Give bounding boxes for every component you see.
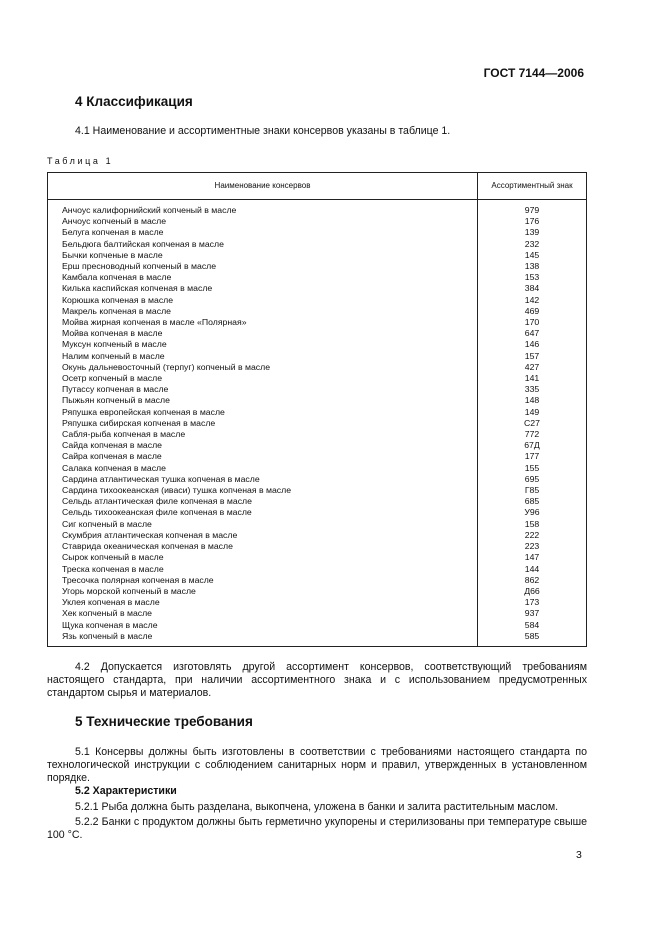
assortment-code-cell: 177 (478, 451, 587, 462)
table-row (48, 631, 587, 647)
product-name-cell: Скумбрия атлантическая копченая в масле (48, 530, 478, 541)
table-row (48, 239, 587, 250)
product-name-cell: Сельдь тихоокеанская филе копченая в масле (48, 507, 478, 518)
product-name-cell: Килька каспийская копченая в масле (48, 283, 478, 294)
table-row (48, 564, 587, 575)
product-name-cell: Налим копченый в масле (48, 351, 478, 362)
product-name-cell: Сабля-рыба копченая в масле (48, 429, 478, 440)
assortment-code-cell: 223 (478, 541, 587, 552)
table-row (48, 597, 587, 608)
table-row (48, 351, 587, 362)
assortment-code-cell: 139 (478, 227, 587, 238)
table-row (48, 519, 587, 530)
document-code: ГОСТ 7144—2006 (483, 66, 584, 80)
assortment-code-cell: У96 (478, 507, 587, 518)
product-name-cell: Ряпушка сибирская копченая в масле (48, 418, 478, 429)
product-name-cell: Мойва копченая в масле (48, 328, 478, 339)
product-name-cell: Анчоус копченый в масле (48, 216, 478, 227)
product-name-cell: Сиг копченый в масле (48, 519, 478, 530)
assortment-code-cell: 427 (478, 362, 587, 373)
assortment-code-cell: 335 (478, 384, 587, 395)
product-name-cell: Макрель копченая в масле (48, 306, 478, 317)
subsection-5-2-title: 5.2 Характеристики (75, 785, 177, 797)
product-name-cell: Сайда копченая в масле (48, 440, 478, 451)
table-row (48, 608, 587, 619)
product-name-cell: Треска копченая в масле (48, 564, 478, 575)
assortment-code-cell: С27 (478, 418, 587, 429)
table-row (48, 200, 587, 217)
assortment-code-cell: 141 (478, 373, 587, 384)
product-name-cell: Осетр копченый в масле (48, 373, 478, 384)
product-name-cell: Уклея копченая в масле (48, 597, 478, 608)
table-row (48, 250, 587, 261)
assortment-code-cell: 469 (478, 306, 587, 317)
assortment-code-cell: 170 (478, 317, 587, 328)
table-row (48, 339, 587, 350)
paragraph-5-1: 5.1 Консервы должны быть изготовлены в соответствии с требованиями настоящего стандарта по технологической инструкции с соблюдением санитарных норм и правил, утвержденных в установленном порядке. (47, 746, 587, 784)
assortment-code-cell: 979 (478, 200, 587, 217)
product-name-cell: Щука копченая в масле (48, 620, 478, 631)
product-name-cell: Сельдь атлантическая филе копченая в масле (48, 496, 478, 507)
section-5-title: 5 Технические требования (75, 714, 253, 729)
product-name-cell: Ерш пресноводный копченый в масле (48, 261, 478, 272)
product-name-cell: Анчоус калифорнийский копченый в масле (48, 200, 478, 217)
table-row (48, 541, 587, 552)
table-row (48, 440, 587, 451)
table-row (48, 474, 587, 485)
assortment-code-cell: 144 (478, 564, 587, 575)
product-name-cell: Хек копченый в масле (48, 608, 478, 619)
table-row (48, 418, 587, 429)
assortment-code-cell: 384 (478, 283, 587, 294)
assortment-code-cell: 146 (478, 339, 587, 350)
table-row (48, 261, 587, 272)
assortment-code-cell: 176 (478, 216, 587, 227)
assortment-code-cell: 695 (478, 474, 587, 485)
paragraph-4-1: 4.1 Наименование и ассортиментные знаки консервов указаны в таблице 1. (75, 125, 451, 137)
paragraph-5-2-2: 5.2.2 Банки с продуктом должны быть герметично укупорены и стерилизованы при температуре свыше 100 °С. (47, 816, 587, 841)
column-header-code: Ассортиментный знак (478, 173, 587, 200)
table-row (48, 530, 587, 541)
assortment-code-cell: 147 (478, 552, 587, 563)
assortment-code-cell: 685 (478, 496, 587, 507)
product-name-cell: Путассу копченая в масле (48, 384, 478, 395)
paragraph-5-2-1: 5.2.1 Рыба должна быть разделана, выкопчена, уложена в банки и залита растительным маслом. (75, 801, 559, 813)
product-name-cell: Сардина тихоокеанская (иваси) тушка копченая в масле (48, 485, 478, 496)
table-body (48, 200, 587, 647)
table-row (48, 395, 587, 406)
assortment-code-cell: 772 (478, 429, 587, 440)
table-caption: Таблица 1 (47, 156, 114, 166)
table-row (48, 272, 587, 283)
table-row (48, 306, 587, 317)
table-row (48, 216, 587, 227)
table-row (48, 429, 587, 440)
page-number: 3 (576, 849, 582, 861)
product-name-cell: Тресочка полярная копченая в масле (48, 575, 478, 586)
assortment-code-cell: 155 (478, 463, 587, 474)
paragraph-4-2: 4.2 Допускается изготовлять другой ассортимент консервов, соответствующий требованиям настоящего стандарта, при наличии ассортиментного знака и с использованием предусмотренных стандартом сырья и материалов. (47, 661, 587, 699)
product-name-cell: Пыжьян копченый в масле (48, 395, 478, 406)
product-name-cell: Бычки копченые в масле (48, 250, 478, 261)
product-name-cell: Белуга копченая в масле (48, 227, 478, 238)
products-table (47, 172, 587, 647)
product-name-cell: Ряпушка европейская копченая в масле (48, 407, 478, 418)
assortment-code-cell: Д66 (478, 586, 587, 597)
table-row (48, 362, 587, 373)
table-row (48, 328, 587, 339)
table-row (48, 496, 587, 507)
product-name-cell: Угорь морской копченый в масле (48, 586, 478, 597)
assortment-code-cell: 145 (478, 250, 587, 261)
assortment-code-cell: 937 (478, 608, 587, 619)
table-header-row (48, 173, 587, 200)
assortment-code-cell: Г85 (478, 485, 587, 496)
product-name-cell: Окунь дальневосточный (терпуг) копченый в масле (48, 362, 478, 373)
table-row (48, 507, 587, 518)
assortment-code-cell: 67Д (478, 440, 587, 451)
product-name-cell: Сырок копченый в масле (48, 552, 478, 563)
assortment-code-cell: 142 (478, 295, 587, 306)
table-row (48, 451, 587, 462)
table-row (48, 586, 587, 597)
table-row (48, 283, 587, 294)
assortment-code-cell: 173 (478, 597, 587, 608)
assortment-code-cell: 232 (478, 239, 587, 250)
table-row (48, 373, 587, 384)
table-row (48, 485, 587, 496)
assortment-code-cell: 647 (478, 328, 587, 339)
assortment-code-cell: 584 (478, 620, 587, 631)
assortment-code-cell: 862 (478, 575, 587, 586)
assortment-code-cell: 158 (478, 519, 587, 530)
column-header-name: Наименование консервов (48, 173, 478, 200)
product-name-cell: Салака копченая в масле (48, 463, 478, 474)
table-row (48, 575, 587, 586)
assortment-code-cell: 222 (478, 530, 587, 541)
table-row (48, 317, 587, 328)
product-name-cell: Язь копченый в масле (48, 631, 478, 647)
product-name-cell: Сардина атлантическая тушка копченая в масле (48, 474, 478, 485)
assortment-code-cell: 585 (478, 631, 587, 647)
table-row (48, 463, 587, 474)
product-name-cell: Ставрида океаническая копченая в масле (48, 541, 478, 552)
assortment-code-cell: 153 (478, 272, 587, 283)
assortment-code-cell: 149 (478, 407, 587, 418)
section-4-title: 4 Классификация (75, 94, 193, 109)
assortment-code-cell: 157 (478, 351, 587, 362)
product-name-cell: Сайра копченая в масле (48, 451, 478, 462)
product-name-cell: Корюшка копченая в масле (48, 295, 478, 306)
product-name-cell: Камбала копченая в масле (48, 272, 478, 283)
product-name-cell: Муксун копченый в масле (48, 339, 478, 350)
table-row (48, 620, 587, 631)
product-name-cell: Бельдюга балтийская копченая в масле (48, 239, 478, 250)
assortment-code-cell: 138 (478, 261, 587, 272)
table-row (48, 227, 587, 238)
table-row (48, 384, 587, 395)
table-row (48, 295, 587, 306)
product-name-cell: Мойва жирная копченая в масле «Полярная» (48, 317, 478, 328)
table-row (48, 552, 587, 563)
assortment-code-cell: 148 (478, 395, 587, 406)
table-row (48, 407, 587, 418)
